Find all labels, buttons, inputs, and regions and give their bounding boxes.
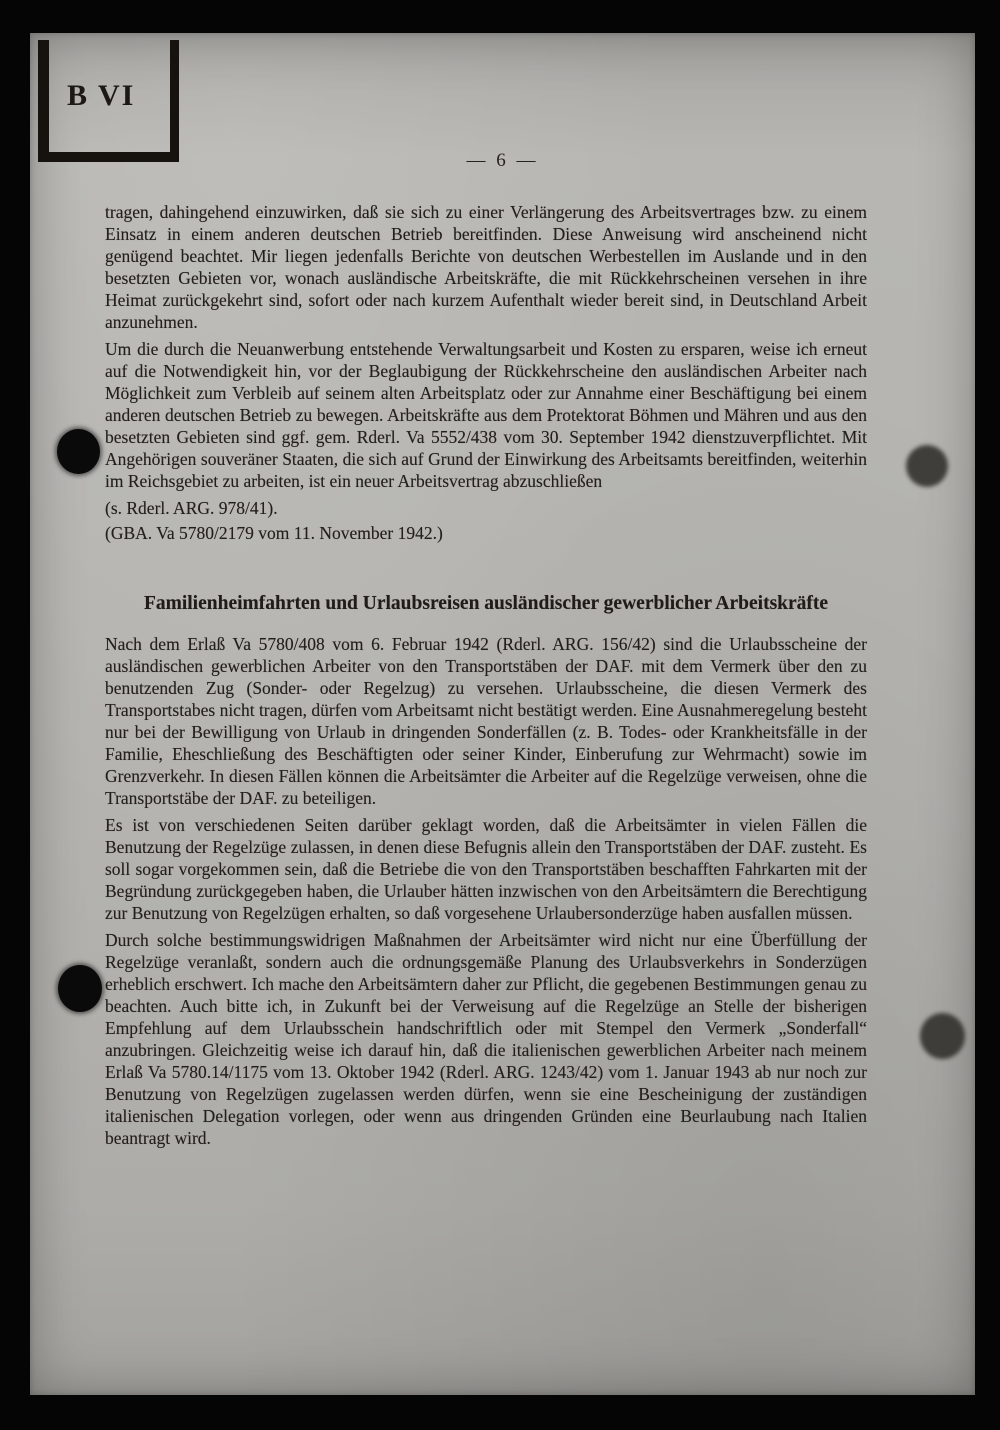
paragraph-continuation: tragen, dahingehend einzuwirken, daß sie sich zu einer Verlängerung des Arbeitsvertrages bzw. zu einem Einsatz in einem anderen deutschen Betrieb bereitfinden. Diese Anweisung wird anscheinend nicht genügend beachtet. Mir liegen jedenfalls Berichte von deutschen Werbestellen im Auslande und in den besetzten Gebieten vor, wonach ausländische Arbeitskräfte, die mit Rückkehrscheinen versehen in ihre Heimat zurückgekehrt sind, sofort oder nach kurzem Aufenthalt wieder bereit sind, in Deutschland Arbeit anzunehmen. [105,202,867,332]
paragraph: Nach dem Erlaß Va 5780/408 vom 6. Februar 1942 (Rderl. ARG. 156/42) sind die Urlaubsscheine der ausländischen gewerblichen Arbeiter von den Transportstäben der DAF. mit dem Vermerk über den zu benutzenden Zug (Sonder- oder Regelzug) zu versehen. Urlaubsscheine, die diesen Vermerk des Transportstabes nicht tragen, dürfen vom Arbeitsamt nicht bestätigt werden. Eine Ausnahmeregelung besteht nur bei der Bewilligung von Urlaub in dringenden Sonderfällen (z. B. Todes- oder Krankheitsfälle in der Familie, Eheschließung des Beschäftigten oder seiner Kinder, Einberufung zur Wehrmacht) sowie im Grenzverkehr. In diesen Fällen können die Arbeitsämter die Arbeiter auf die Regelzüge verweisen, ohne die Transportstäbe der DAF. zu beteiligen. [105,634,867,808]
paragraph: Durch solche bestimmungswidrigen Maßnahmen der Arbeitsämter wird nicht nur eine Überfüllung der Regelzüge veranlaßt, sondern auch die ordnungsgemäße Planung des Urlaubsverkehrs in Sonderzügen erheblich erschwert. Ich mache den Arbeitsämtern daher zur Pflicht, die gegebenen Bestimmungen genau zu beachten. Auch bitte ich, in Zukunft bei der Verweisung auf die Regelzüge an Stelle der bisherigen Empfehlung auf dem Urlaubsschein handschriftlich oder mit Stempel den Vermerk „Sonderfall“ anzubringen. Gleichzeitig weise ich darauf hin, daß die italienischen gewerblichen Arbeiter nach meinem Erlaß Va 5780.14/1175 vom 13. Oktober 1942 (Rderl. ARG. 1243/42) vom 1. Januar 1943 ab nur noch zur Benutzung von Regelzügen zugelassen werden dürfen, wenn sie eine Bescheinigung der zuständigen italienischen Delegation vorlegen, oder wenn aus dringenden Gründen eine Beurlaubung nach Italien beantragt wird. [105,930,867,1148]
text-column [105,201,867,1154]
section-label: B VI [67,79,136,112]
punch-hole [58,965,102,1012]
paragraph: Es ist von verschiedenen Seiten darüber geklagt worden, daß die Arbeitsämter in vielen Fällen die Benutzung der Regelzüge zulassen, in denen diese Befugnis allein den Transportstäben der DAF. zusteht. Es soll sogar vorgekommen sein, daß die Betriebe die von den Transportstäben beschafften Fahrkarten mit der Begründung zurückgegeben haben, die Urlauber hätten inzwischen von den Arbeitsämtern die Berechtigung zur Benutzung von Regelzügen erhalten, so daß vorgesehene Urlaubersonderzüge haben ausfallen müssen. [105,815,867,923]
scan-smudge [906,445,948,487]
citation-line: (GBA. Va 5780/2179 vom 11. November 1942.) [105,523,443,543]
section-heading: Familienheimfahrten und Urlaubsreisen ausländischer gewerblicher Arbeitskräfte [143,593,829,614]
section-label-box [38,40,179,162]
paragraph: Um die durch die Neuanwerbung entstehende Verwaltungsarbeit und Kosten zu ersparen, weise ich erneut auf die Notwendigkeit hin, vor der Beglaubigung der Rückkehrscheine den ausländischen Arbeiter nach Möglichkeit zum Verbleib auf seinem alten Arbeitsplatz oder zur Annahme einer Beschäftigung bei einem anderen deutschen Betrieb zu bewegen. Arbeitskräfte aus dem Protektorat Böhmen und Mähren und aus den besetzten Gebieten sind ggf. gem. Rderl. Va 5552/438 vom 30. September 1942 dienstzuverpflichtet. Mit Angehörigen souveräner Staaten, die sich auf Grund der Einwirkung des Arbeitsamts bereitfinden, weiterhin im Reichsgebiet zu arbeiten, ist ein neuer Arbeitsvertrag abzuschließen [105,339,867,491]
scan-smudge [920,1013,965,1059]
reference-line: (s. Rderl. ARG. 978/41). [105,498,278,518]
page-number: — 6 — [466,150,539,171]
punch-hole [57,429,100,474]
document-page [30,33,975,1395]
